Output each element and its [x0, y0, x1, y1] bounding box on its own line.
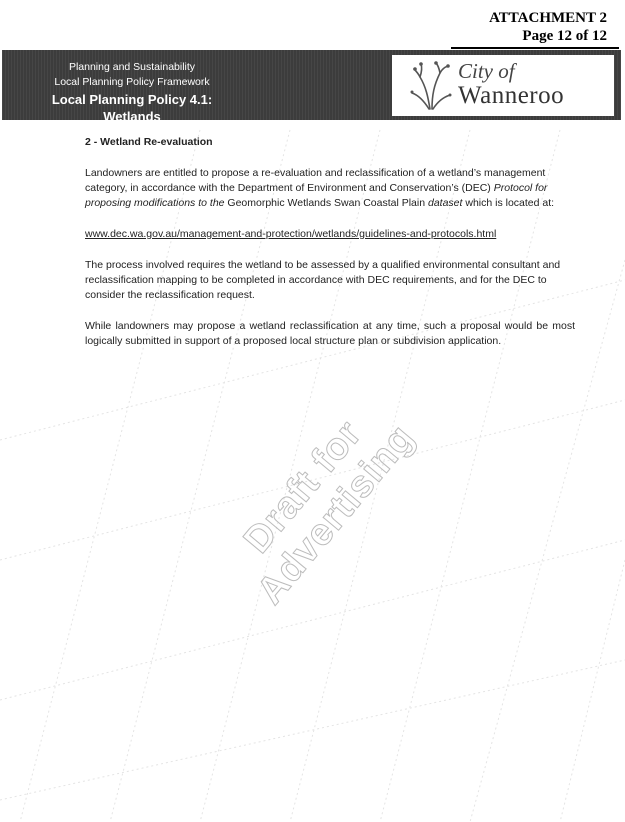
attachment-underline: [451, 47, 619, 49]
paragraph-link: [85, 227, 575, 242]
page-number: Page 12 of 12: [522, 28, 607, 44]
para1-protocol-title: Protocol for proposing modifications to the: [85, 182, 548, 209]
paragraph-timing: While landowners may propose a wetland reclassification at any time, such a proposal would be most logically submitted in support of a proposed local structure plan or subdivision application.: [85, 320, 575, 347]
banner-policy-title: Local Planning Policy 4.1: Wetlands: [51, 92, 213, 124]
banner-department: Planning and Sustainability: [68, 61, 196, 73]
kangaroo-paw-icon: [410, 61, 452, 111]
dec-protocol-link[interactable]: www.dec.wa.gov.au/management-and-protection/wetlands/guidelines-and-protocols.html: [85, 228, 497, 240]
banner-framework: Local Planning Policy Framework: [54, 76, 210, 88]
city-logo: [392, 55, 614, 116]
section-heading: 2 - Wetland Re-evaluation: [85, 136, 213, 148]
para1-dataset: dataset: [428, 197, 463, 209]
attachment-header: [489, 9, 607, 45]
logo-wanneroo: Wanneroo: [458, 82, 565, 109]
paragraph-process: The process involved requires the wetland to be assessed by a qualified environmental consultant and reclassification mapping to be completed in accordance with DEC requirements, and for the DEC to consider the reclassification request.: [85, 259, 561, 301]
paragraph-entitlement: [85, 166, 575, 211]
draft-watermark: Draft for Advertising: [235, 412, 423, 613]
para1-text-e: which is located at:: [462, 197, 555, 209]
logo-city-of: City of: [458, 59, 515, 83]
document-body: [85, 135, 575, 365]
banner-text: [22, 60, 242, 125]
attachment-label: ATTACHMENT 2: [489, 10, 607, 26]
para1-text-a: Landowners are entitled to propose a re-evaluation and reclassification of a wetland’s management category, in accordance with the Department of Environment and Conservation’s (DEC): [85, 167, 546, 194]
para1-text-c: Geomorphic Wetlands Swan Coastal Plain: [224, 197, 428, 209]
